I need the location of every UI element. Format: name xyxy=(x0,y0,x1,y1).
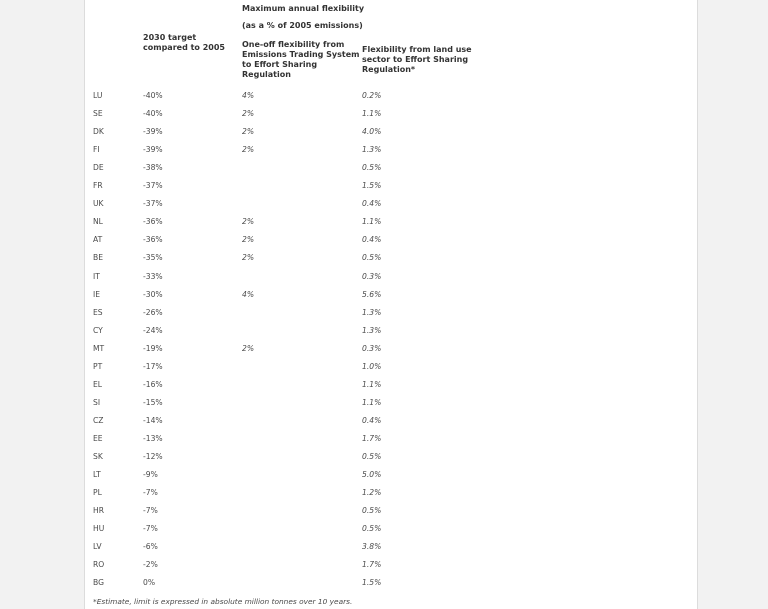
target-cell: -40% xyxy=(143,109,163,119)
land-use-cell: 0.5% xyxy=(362,253,382,263)
country-cell: RO xyxy=(93,560,105,570)
land-use-cell: 0.5% xyxy=(362,452,382,461)
target-cell: 0% xyxy=(143,578,156,588)
table-row xyxy=(85,272,697,290)
country-cell: EE xyxy=(93,433,103,443)
land-use-cell: 1.5% xyxy=(362,578,382,588)
content-panel xyxy=(84,0,698,609)
ets-cell: 2% xyxy=(242,253,255,263)
country-cell: EL xyxy=(93,379,103,389)
land-use-cell: 0.4% xyxy=(362,415,382,425)
target-cell: -37% xyxy=(143,199,163,209)
land-use-cell: 0.3% xyxy=(362,343,382,353)
country-cell: PL xyxy=(93,488,102,498)
ets-cell: 2% xyxy=(242,127,255,137)
land-use-cell: 1.3% xyxy=(362,145,382,155)
country-cell: UK xyxy=(93,199,104,209)
table-row xyxy=(85,560,697,578)
land-use-cell: 5.6% xyxy=(362,289,382,299)
ets-cell: 2% xyxy=(242,235,255,245)
table-row xyxy=(85,181,697,199)
target-cell: -9% xyxy=(143,470,158,480)
target-cell: -7% xyxy=(143,506,158,516)
country-cell: HR xyxy=(93,506,104,516)
land-use-cell: 0.5% xyxy=(362,163,382,173)
table-row xyxy=(85,488,697,506)
ets-cell: 4% xyxy=(242,289,255,299)
target-cell: -39% xyxy=(143,127,163,137)
header-group-title: Maximum annual flexibility xyxy=(242,4,365,13)
land-use-cell: 0.5% xyxy=(362,524,382,534)
target-cell: -39% xyxy=(143,145,163,155)
country-cell: IT xyxy=(93,271,100,281)
table-row xyxy=(85,506,697,524)
target-cell: -30% xyxy=(143,289,163,299)
target-cell: -2% xyxy=(143,560,158,570)
target-cell: -17% xyxy=(143,361,163,371)
table-row xyxy=(85,380,697,398)
header-land-use-flexibility: Flexibility from land use sector to Effort Sharing Regulation* xyxy=(362,45,472,74)
land-use-cell: 1.3% xyxy=(362,325,382,335)
target-cell: -38% xyxy=(143,163,163,173)
ets-cell: 2% xyxy=(242,145,255,155)
land-use-cell: 0.4% xyxy=(362,199,382,209)
ets-cell: 2% xyxy=(242,217,255,227)
table-row xyxy=(85,217,697,235)
table-row xyxy=(85,362,697,380)
table-row xyxy=(85,434,697,452)
table-row xyxy=(85,163,697,181)
country-cell: NL xyxy=(93,217,103,227)
table-row xyxy=(85,542,697,560)
ets-cell: 4% xyxy=(242,91,255,100)
country-cell: FR xyxy=(93,181,103,191)
table-row xyxy=(85,127,697,145)
ets-cell: 2% xyxy=(242,109,255,119)
country-cell: BG xyxy=(93,578,104,588)
target-cell: -33% xyxy=(143,271,163,281)
table-row xyxy=(85,308,697,326)
land-use-cell: 0.2% xyxy=(362,91,382,100)
land-use-cell: 3.8% xyxy=(362,542,382,552)
country-cell: IE xyxy=(93,289,101,299)
land-use-cell: 1.1% xyxy=(362,109,382,119)
country-cell: SI xyxy=(93,397,101,407)
land-use-cell: 1.1% xyxy=(362,217,382,227)
country-cell: ES xyxy=(93,307,103,317)
target-cell: -7% xyxy=(143,524,158,534)
land-use-cell: 1.5% xyxy=(362,181,382,191)
table-row xyxy=(85,109,697,127)
target-cell: -24% xyxy=(143,325,163,335)
country-cell: CY xyxy=(93,325,103,335)
header-ets-flexibility: One-off flexibility from Emissions Trading System to Effort Sharing Regulation xyxy=(242,40,360,79)
table-row xyxy=(85,235,697,253)
header-target: 2030 target compared to 2005 xyxy=(143,33,225,52)
table-row xyxy=(85,290,697,308)
land-use-cell: 0.4% xyxy=(362,235,382,245)
land-use-cell: 0.3% xyxy=(362,271,382,281)
country-cell: LU xyxy=(93,91,103,100)
land-use-cell: 1.0% xyxy=(362,361,382,371)
target-cell: -16% xyxy=(143,379,163,389)
target-cell: -14% xyxy=(143,415,163,425)
country-cell: DK xyxy=(93,127,104,137)
country-cell: DE xyxy=(93,163,104,173)
land-use-cell: 1.1% xyxy=(362,379,382,389)
target-cell: -40% xyxy=(143,91,163,100)
table-row xyxy=(85,253,697,271)
table-row xyxy=(85,578,697,596)
table-row xyxy=(85,416,697,434)
land-use-cell: 0.5% xyxy=(362,506,382,516)
land-use-cell: 1.7% xyxy=(362,433,382,443)
table-row xyxy=(85,344,697,362)
table-row xyxy=(85,452,697,470)
land-use-cell: 1.1% xyxy=(362,397,382,407)
land-use-cell: 1.7% xyxy=(362,560,382,570)
land-use-cell: 5.0% xyxy=(362,470,382,480)
target-cell: -26% xyxy=(143,307,163,317)
land-use-cell: 1.2% xyxy=(362,488,382,498)
target-cell: -6% xyxy=(143,542,158,552)
table-row xyxy=(85,398,697,416)
table-row xyxy=(85,326,697,344)
footnote: *Estimate, limit is expressed in absolute million tonnes over 10 years. xyxy=(93,597,353,606)
target-cell: -15% xyxy=(143,397,163,407)
country-cell: LV xyxy=(93,542,102,552)
country-cell: SK xyxy=(93,452,103,461)
country-cell: SE xyxy=(93,109,103,119)
target-cell: -19% xyxy=(143,343,163,353)
country-cell: CZ xyxy=(93,415,104,425)
ets-cell: 2% xyxy=(242,343,255,353)
target-cell: -36% xyxy=(143,217,163,227)
country-cell: MT xyxy=(93,343,105,353)
land-use-cell: 1.3% xyxy=(362,307,382,317)
table-row xyxy=(85,199,697,217)
country-cell: PT xyxy=(93,361,103,371)
country-cell: BE xyxy=(93,253,104,263)
target-cell: -7% xyxy=(143,488,158,498)
target-cell: -35% xyxy=(143,253,163,263)
table-row xyxy=(85,524,697,542)
target-cell: -36% xyxy=(143,235,163,245)
table-row xyxy=(85,145,697,163)
header-group-subtitle: (as a % of 2005 emissions) xyxy=(242,21,363,30)
land-use-cell: 4.0% xyxy=(362,127,382,137)
target-cell: -13% xyxy=(143,433,163,443)
target-cell: -37% xyxy=(143,181,163,191)
target-cell: -12% xyxy=(143,452,163,461)
country-cell: HU xyxy=(93,524,105,534)
table-row xyxy=(85,470,697,488)
table-row xyxy=(85,91,697,109)
country-cell: FI xyxy=(93,145,100,155)
country-cell: LT xyxy=(93,470,101,480)
country-cell: AT xyxy=(93,235,103,245)
